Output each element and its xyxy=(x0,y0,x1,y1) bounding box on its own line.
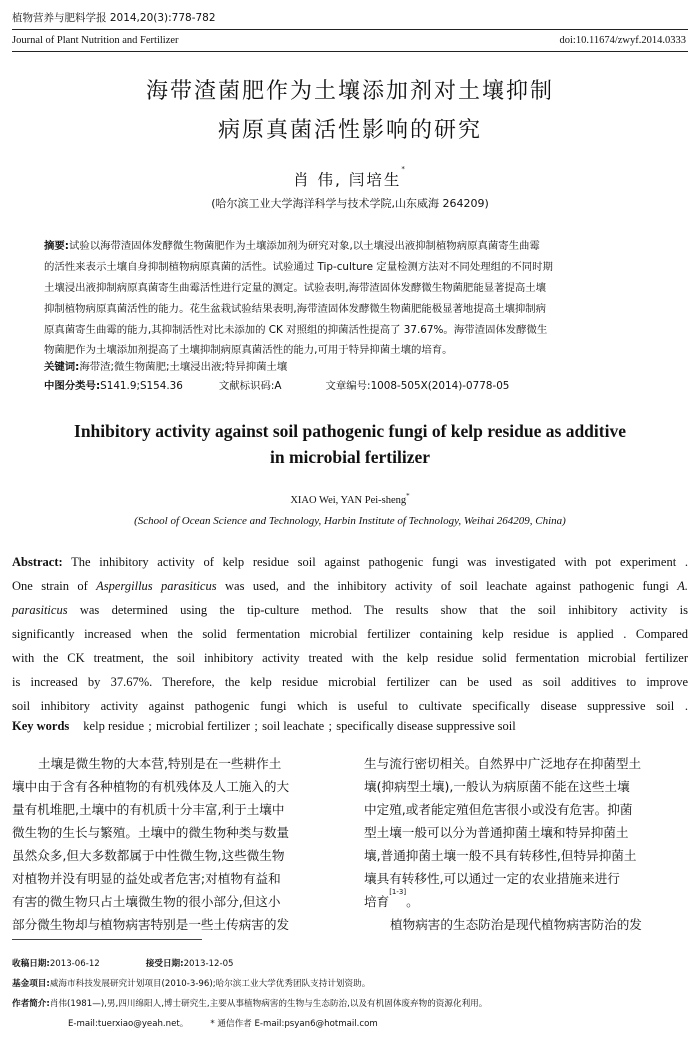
body-right-line: 中定殖,或者能定殖但危害很小或没有危害。抑菌 xyxy=(364,802,633,817)
affiliation-cn: (哈尔滨工业大学海洋科学与技术学院,山东威海 264209) xyxy=(211,197,489,210)
abstract-cn-line: 的活性来表示土壤自身抑制植物病原真菌的活性。试验通过 Tip-culture 定量检测方法对不同处理组的不同时期 xyxy=(44,261,553,273)
classification-cn: 中图分类号:S141.9;S154.36 文献标识码:A 文章编号:1008-505X(2014)-0778-05 xyxy=(44,380,510,392)
corresponding-mark: * xyxy=(401,165,407,173)
body-right-line: 型土壤一般可以分为普通抑菌土壤和特异抑菌土 xyxy=(364,825,629,840)
authors-cn xyxy=(0,165,700,190)
abstract-en-line: with the CK treatment, the soil inhibitory activity treated with the kelp residue solid fermentation microbial fertilizer xyxy=(12,651,688,665)
abstract-cn-line: 土壤浸出液抑制病原真菌寄生曲霉活性进行定量的测定。试验表明,海带渣固体发酵微生物菌肥能显著提高土壤 xyxy=(44,282,547,294)
body-right-line: 植物病害的生态防治是现代植物病害防治的发 xyxy=(390,917,642,932)
footnote-dates: 收稿日期:2013-06-12 接受日期:2013-12-05 xyxy=(12,959,234,969)
title-en-line2: in microbial fertilizer xyxy=(269,447,431,467)
keywords-cn: 关键词:海带渣;微生物菌肥;土壤浸出液;特异抑菌土壤 xyxy=(44,361,288,373)
body-right-line: 生与流行密切相关。自然界中广泛地存在抑菌型土 xyxy=(364,756,642,771)
body-left-line: 对植物并没有明显的益处或者危害;对植物有益和 xyxy=(12,871,281,886)
abstract-en-line: soil inhibitory activity against pathogenic fungi which is useful to cultivate specifically disease suppressive soil . xyxy=(12,699,688,713)
abstract-en-line: Abstract: The inhibitory activity of kelp residue soil against pathogenic fungi was investigated with pot experiment . xyxy=(12,555,688,569)
authors-en-names: XIAO Wei, YAN Pei-sheng xyxy=(290,495,407,506)
abstract-cn-line: 抑制植物病原真菌活性的能力。花生盆栽试验结果表明,海带渣固体发酵微生物菌肥能极显著地提高土壤抑制病 xyxy=(44,303,547,315)
citation-ref: [1-3] xyxy=(389,888,407,896)
footnote-email: E-mail:tuerxiao@yeah.net。 * 通信作者 E-mail:psyan6@hotmail.com xyxy=(68,1019,378,1029)
authors-en xyxy=(0,492,700,506)
abstract-cn-line: 物菌肥作为土壤添加剂提高了土壤抑制病原真菌活性的能力,可用于特异抑菌土壤的培育。 xyxy=(44,344,453,356)
body-right-line: 壤(抑病型土壤),一般认为病原菌不能在这些土壤 xyxy=(364,779,630,794)
body-left-line: 土壤是微生物的大本营,特别是在一些耕作土 xyxy=(38,756,282,771)
abstract-en-line: One strain of Aspergillus parasiticus was used, and the inhibitory activity of soil leachate against pathogenic fungi A. xyxy=(12,579,688,593)
corresponding-mark-en: * xyxy=(406,492,410,500)
abstract-cn-line: 摘要:试验以海带渣固体发酵微生物菌肥作为土壤添加剂为研究对象,以土壤浸出液抑制植物病原真菌寄生曲霉 xyxy=(44,240,540,252)
title-cn-line1: 海带渣菌肥作为土壤添加剂对土壤抑制 xyxy=(145,79,554,104)
body-left-line: 部分微生物却与植物病害特别是一些土传病害的发 xyxy=(12,917,290,932)
keywords-cn-label: 关键词: xyxy=(44,361,80,373)
body-right-line: 壤,普通抑菌土壤一般不具有转移性,但特异抑菌土 xyxy=(364,848,637,863)
header-rule-bottom xyxy=(12,51,688,52)
abstract-en-line: is increased by 37.67%. Therefore, the kelp residue microbial fertilizer can be used as soil additives to improve xyxy=(12,675,688,689)
abstract-cn-label: 摘要: xyxy=(44,240,69,252)
body-right-line: 壤具有转移性,可以通过一定的农业措施来进行 xyxy=(364,871,620,886)
abstract-en-line: significantly increased when the solid fermentation microbial fertilizer containing kelp residue is applied . Compared xyxy=(12,627,688,641)
body-left-line: 有害的微生物只占土壤微生物的很小部分,但这小 xyxy=(12,894,281,909)
body-left-line: 微生物的生长与繁殖。土壤中的微生物种类与数量 xyxy=(12,825,290,840)
abstract-en-label: Abstract: xyxy=(12,555,63,569)
keywords-en: Key words kelp residue ; microbial fertilizer ; soil leachate ; specifically disease suppressive soil xyxy=(12,719,516,733)
doi: doi:10.11674/zwyf.2014.0333 xyxy=(559,35,686,46)
journal-header-en: Journal of Plant Nutrition and Fertilizer xyxy=(12,35,179,46)
footnote-fund: 基金项目:威海市科技发展研究计划项目(2010-3-96);哈尔滨工业大学优秀团队支持计划资助。 xyxy=(12,979,371,989)
body-right-line: 培育[1-3]。 xyxy=(364,888,419,909)
body-left-line: 虽然众多,但大多数都属于中性微生物,这些微生物 xyxy=(12,848,285,863)
abstract-en-line: parasiticus was determined using the tip-culture method. The results show that the soil inhibitory activity is xyxy=(12,603,688,617)
header-rule xyxy=(12,29,688,30)
footnote-rule xyxy=(12,939,202,940)
body-left-line: 量有机堆肥,土壤中的有机质十分丰富,利于土壤中 xyxy=(12,802,285,817)
journal-header-cn: 植物营养与肥料学报 2014,20(3):778-782 xyxy=(12,12,216,24)
authors-cn-names: 肖 伟, 闫培生 xyxy=(293,171,402,189)
title-cn-line2: 病原真菌活性影响的研究 xyxy=(217,118,482,143)
title-en-line1: Inhibitory activity against soil pathogenic fungi of kelp residue as additive xyxy=(74,421,626,441)
footnote-author: 作者简介:肖伟(1981—),男,四川绵阳人,博士研究生,主要从事植物病害的生物与生态防治,以及有机固体废弃物的资源化利用。 xyxy=(12,999,488,1009)
keywords-en-label: Key words xyxy=(12,719,70,733)
body-left-line: 壤中由于含有各种植物的有机残体及人工施入的大 xyxy=(12,779,290,794)
affiliation-en: (School of Ocean Science and Technology, Harbin Institute of Technology, Weihai 264209, China) xyxy=(134,515,566,527)
abstract-cn-line: 原真菌寄生曲霉的能力,其抑制活性对比未添加的 CK 对照组的抑菌活性提高了 37.67%。海带渣固体发酵微生 xyxy=(44,324,548,336)
